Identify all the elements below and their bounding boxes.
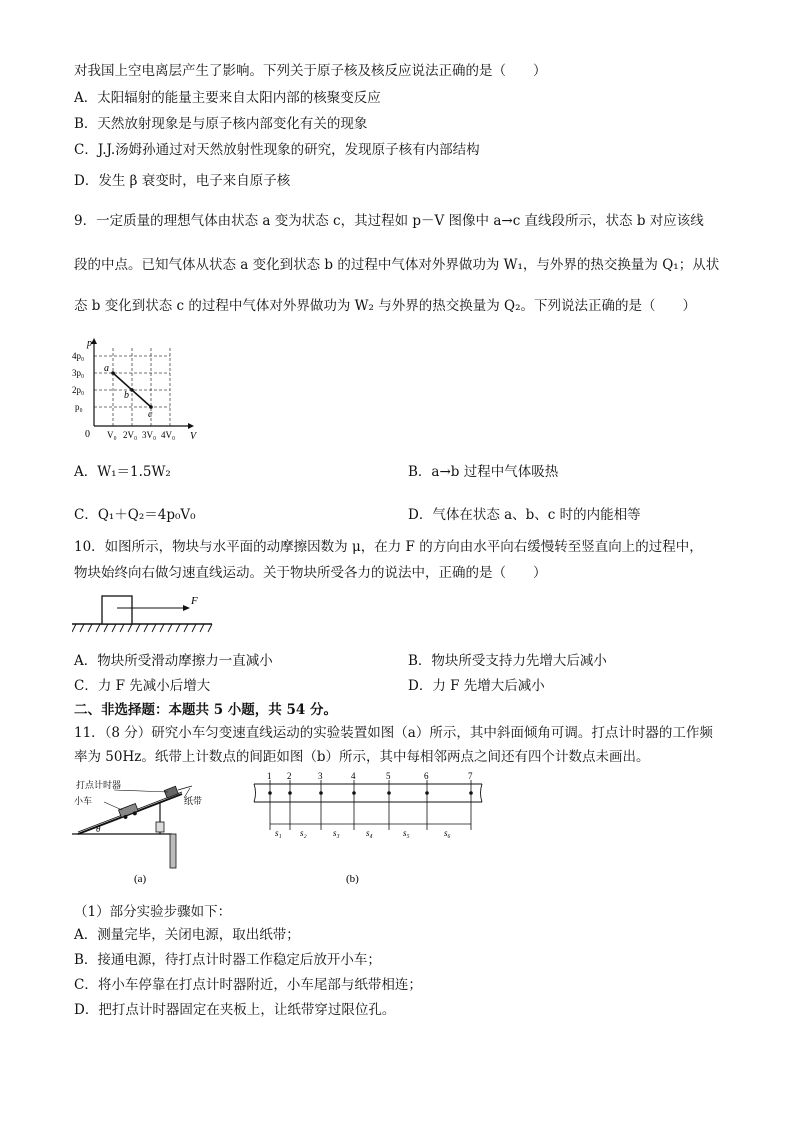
x-tick-4: 4V₀ <box>161 430 176 440</box>
tape-point-4: 4 <box>351 771 356 781</box>
gap-s5: s₅ <box>403 828 410 838</box>
block-force-figure <box>72 592 214 640</box>
q11-stem-line1: 11．（8 分）研究小车匀变速直线运动的实验装置如图（a）所示，其中斜面倾角可调。打点计时器的工作频 <box>74 725 713 741</box>
q11-step-c: C．将小车停靠在打点计时器附近，小车尾部与纸带相连； <box>74 977 422 993</box>
tape-point-3: 3 <box>318 771 323 781</box>
y-axis-label: p <box>87 338 92 349</box>
figure-b-caption: (b) <box>346 873 359 885</box>
figure-a-apparatus <box>72 776 212 892</box>
q9-option-a: A．W₁＝1.5W₂ <box>74 464 171 480</box>
q8-option-a: A．太阳辐射的能量主要来自太阳内部的核聚变反应 <box>74 90 381 106</box>
y-tick-2: 2p₀ <box>72 385 85 395</box>
q11-sub1: （1）部分实验步骤如下： <box>74 904 232 920</box>
point-a-label: a <box>104 363 109 374</box>
gap-s6: s₆ <box>444 828 451 838</box>
tape-point-1: 1 <box>267 771 272 781</box>
q8-stem: 对我国上空电离层产生了影响。下列关于原子核及核反应说法正确的是（ ） <box>74 63 547 79</box>
gap-s4: s₄ <box>366 828 373 838</box>
q8-option-d: D．发生 β 衰变时，电子来自原子核 <box>74 173 291 189</box>
point-c-label: c <box>148 409 153 420</box>
y-tick-4: 4p₀ <box>72 351 85 361</box>
x-tick-3: 3V₀ <box>142 430 157 440</box>
cart-label: 小车 <box>74 796 93 806</box>
tape-point-5: 5 <box>386 771 391 781</box>
origin-label: 0 <box>85 429 90 440</box>
x-tick-1: V₀ <box>107 430 117 440</box>
q9-option-b: B．a→b 过程中气体吸热 <box>408 464 559 480</box>
q11-step-d: D．把打点计时器固定在夹板上，让纸带穿过限位孔。 <box>74 1002 396 1018</box>
q9-stem-line1: 9．一定质量的理想气体由状态 a 变为状态 c，其过程如 p－V 图像中 a→c 直线段所示，状态 b 对应该线 <box>74 213 704 229</box>
timer-label: 打点计时器 <box>76 780 122 790</box>
x-tick-2: 2V₀ <box>123 430 138 440</box>
q9-option-d: D．气体在状态 a、b、c 时的内能相等 <box>408 507 641 523</box>
gap-s2: s₂ <box>300 828 307 838</box>
point-b-label: b <box>124 390 129 401</box>
y-tick-1: p₀ <box>75 402 83 412</box>
q9-option-c: C．Q₁＋Q₂＝4p₀V₀ <box>74 507 196 523</box>
q11-stem-line2: 率为 50Hz。纸带上计数点的间距如图（b）所示，其中每相邻两点之间还有四个计数点未画出。 <box>74 749 650 765</box>
tape-point-6: 6 <box>424 771 429 781</box>
tape-point-7: 7 <box>468 771 473 781</box>
q10-option-b: B．物块所受支持力先增大后减小 <box>408 653 607 669</box>
q10-stem-line2: 物块始终向右做匀速直线运动。关于物块所受各力的说法中，正确的是（ ） <box>74 565 547 581</box>
q11-step-a: A．测量完毕，关闭电源，取出纸带； <box>74 927 300 943</box>
x-axis-label: V <box>190 431 197 442</box>
q10-option-d: D．力 F 先增大后减小 <box>408 678 545 694</box>
q9-stem-line3: 态 b 变化到状态 c 的过程中气体对外界做功为 W₂ 与外界的热交换量为 Q₂。下列说法正确的是（ ） <box>74 298 697 314</box>
q10-option-c: C．力 F 先减小后增大 <box>74 678 211 694</box>
q10-stem-line1: 10．如图所示，物块与水平面的动摩擦因数为 μ，在力 F 的方向由水平向右缓慢转至竖直向上的过程中， <box>74 539 703 555</box>
figure-a-caption: (a) <box>134 873 147 885</box>
y-tick-3: 3p₀ <box>72 368 85 378</box>
tape-point-2: 2 <box>287 771 292 781</box>
tape-label: 纸带 <box>184 796 203 806</box>
pv-graph <box>72 336 202 446</box>
q9-stem-line2: 段的中点。已知气体从状态 a 变化到状态 b 的过程中气体对外界做功为 W₁，与外界的热交换量为 Q₁；从状 <box>74 257 720 273</box>
section-heading: 二、非选择题：本题共 5 小题，共 54 分。 <box>74 702 337 718</box>
gap-s1: s₁ <box>275 828 282 838</box>
q8-option-c: C．J.J.汤姆孙通过对天然放射性现象的研究，发现原子核有内部结构 <box>74 142 480 158</box>
q8-option-b: B．天然放射现象是与原子核内部变化有关的现象 <box>74 116 368 132</box>
q10-option-a: A．物块所受滑动摩擦力一直减小 <box>74 653 273 669</box>
q11-step-b: B．接通电源，待打点计时器工作稳定后放开小车； <box>74 952 381 968</box>
force-label: F <box>191 595 198 607</box>
gap-s3: s₃ <box>333 828 340 838</box>
angle-label: θ <box>96 824 101 834</box>
figure-b-tape <box>250 768 486 892</box>
